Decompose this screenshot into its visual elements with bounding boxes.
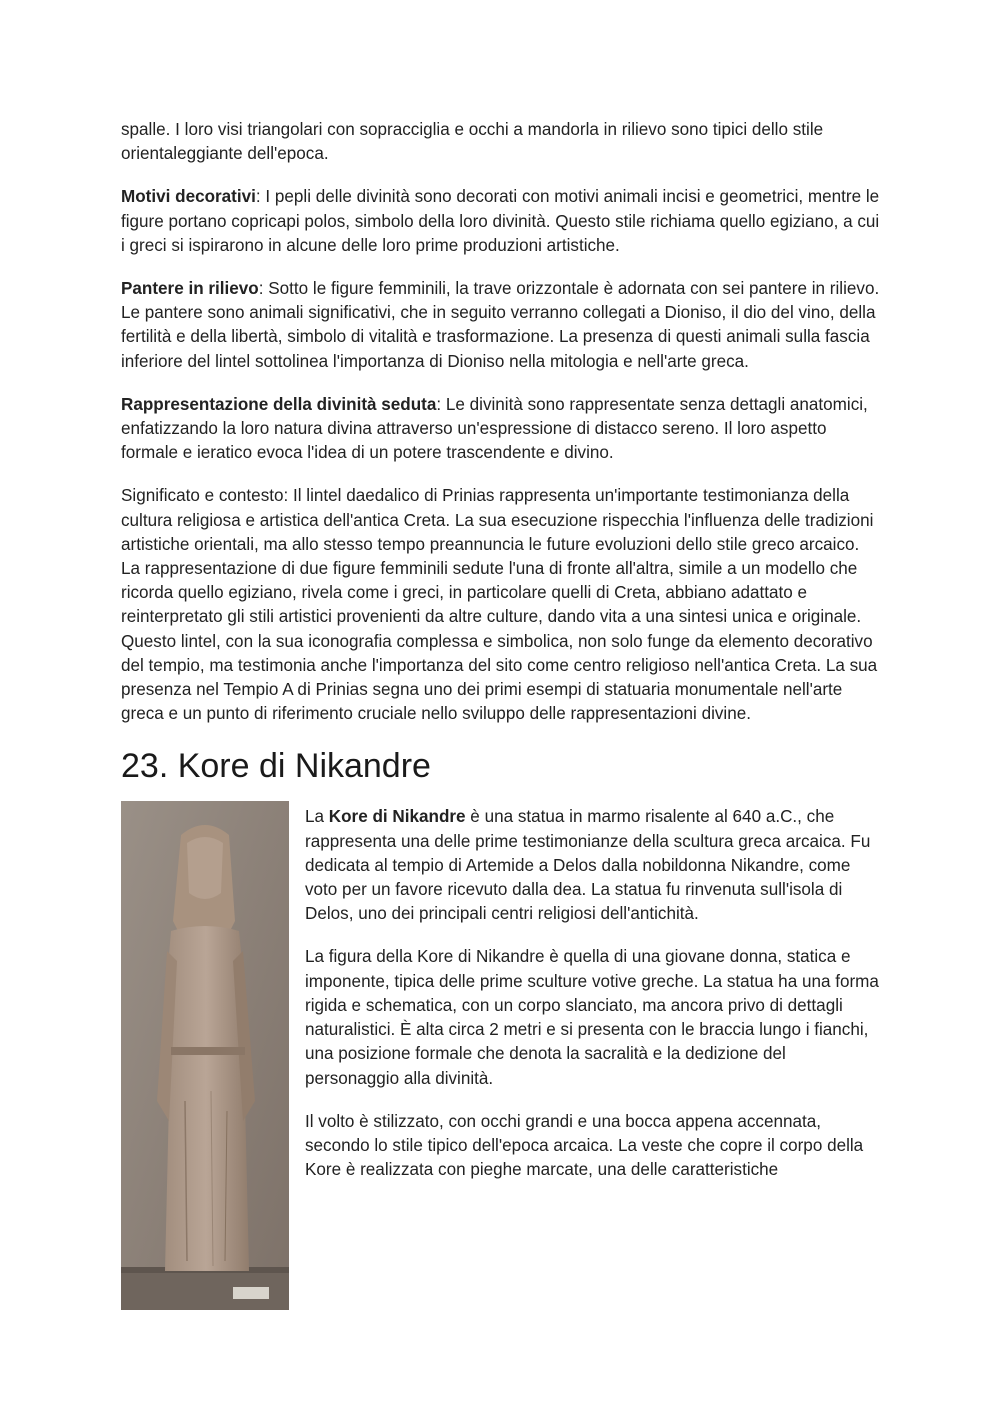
document-page: [121, 118, 881, 1321]
paragraph-kore-intro: La Kore di Nikandre è una statua in marmo risalente al 640 a.C., che rappresenta una delle prime testimonianze della scultura greca arcaica. Fu dedicata al tempio di Artemide a Delos dalla nobildonna Nikandre, come voto per un favore ricevuto dalla dea. La statua fu rinvenuta sull'isola di Delos, uno dei principali centri religiosi dell'antichità.: [305, 807, 871, 924]
paragraph-divinita-seduta: Rappresentazione della divinità seduta: Le divinità sono rappresentate senza dettagli anatomici, enfatizzando la loro natura divina attraverso un'espressione di distacco sereno. Il loro aspetto formale e ieratico evoca l'idea di un potere trascendente e divino.: [121, 394, 868, 463]
paragraph-spalle: spalle. I loro visi triangolari con sopracciglia e occhi a mandorla in rilievo sono tipici dello stile orientaleggiante dell'epoca.: [121, 120, 824, 164]
term-divinita-seduta: Rappresentazione della divinità seduta: [121, 394, 437, 414]
paragraph-pantere-in-rilievo: Pantere in rilievo: Sotto le figure femminili, la trave orizzontale è adornata con sei pantere in rilievo. Le pantere sono animali significativi, che in seguito verranno collegati a Dioniso, il dio del vino, della fertilità e della libertà, simbolo di vitalità e trasformazione. La presenza di questi animali sulla fascia inferiore del lintel sottolinea l'importanza di Dioniso nella mitologia e nell'arte greca.: [121, 279, 880, 371]
section-heading: 23. Kore di Nikandre: [121, 747, 431, 786]
kore-statue-photo: [121, 801, 289, 1310]
term-pantere-in-rilievo: Pantere in rilievo: [121, 279, 259, 299]
paragraph-kore-volto: Il volto è stilizzato, con occhi grandi e una bocca appena accennata, secondo lo stile tipico dell'epoca arcaica. La veste che copre il corpo della Kore è realizzata con pieghe marcate, una delle caratteristiche: [305, 1111, 864, 1180]
kore-section: [121, 801, 881, 1321]
paragraph-kore-figura: La figura della Kore di Nikandre è quella di una giovane donna, statica e imponente, tipica delle prime sculture votive greche. La statua ha una forma rigida e schematica, con un corpo slanciato, ma ancora privo di dettagli naturalistici. È alta circa 2 metri e si presenta con le braccia lungo i fianchi, una posizione formale che denota la sacralità e la dedizione del personaggio alla divinità.: [305, 947, 879, 1088]
term-motivi-decorativi: Motivi decorativi: [121, 187, 256, 207]
term-kore-di-nikandre: Kore di Nikandre: [328, 807, 466, 827]
kore-description: [305, 805, 883, 1201]
paragraph-motivi-decorativi: Motivi decorativi: I pepli delle divinità sono decorati con motivi animali incisi e geometrici, mentre le figure portano copricapi polos, simbolo della loro divinità. Questo stile richiama quello egiziano, a cui i greci si ispirarono in alcune delle loro prime produzioni artistiche.: [121, 187, 880, 255]
paragraph-significato-contesto: Significato e contesto: Il lintel daedalico di Prinias rappresenta un'importante testimonianza della cultura religiosa e artistica dell'antica Creta. La sua esecuzione rispecchia l'influenza delle tradizioni artistiche orientali, ma allo stesso tempo preannuncia le future evoluzioni dello stile greco arcaico. La rappresentazione di due figure femminili sedute l'una di fronte all'altra, simile a un modello che ricorda quello egiziano, rivela come i greci, in particolare quelli di Creta, abbiano adattato e reinterpretato gli stili artistici provenienti da altre culture, dando vita a una sintesi unica e originale. Questo lintel, con la sua iconografia complessa e simbolica, non solo funge da elemento decorativo del tempio, ma testimonia anche l'importanza del sito come centro religioso nell'antica Creta. La sua presenza nel Tempio A di Prinias segna uno dei primi esempi di statuaria monumentale nell'arte greca e un punto di riferimento cruciale nello sviluppo delle rappresentazioni divine.: [121, 486, 878, 724]
